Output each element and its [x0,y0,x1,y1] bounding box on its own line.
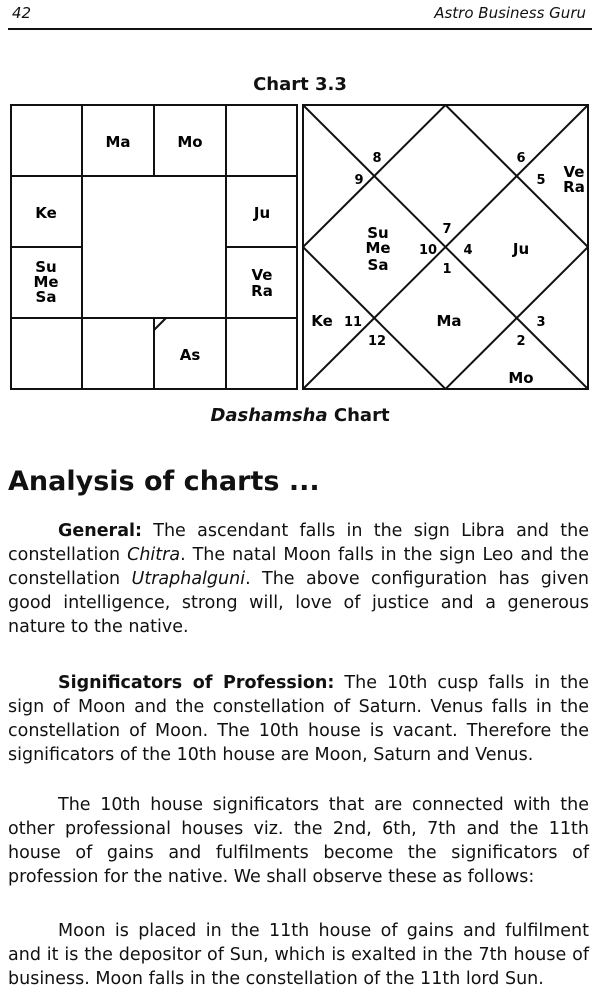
chart-caption: Dashamsha Chart [210,405,390,426]
south-cell-ma: Ma [105,133,131,151]
house-number-4: 4 [463,243,473,258]
north-planet-ke: Ke [311,312,333,330]
south-cell-su-me-sa: Su Me Sa [33,258,59,306]
north-planets-su-me-sa: Su Me Sa [365,224,391,274]
house-number-10: 10 [418,243,438,258]
house-number-7: 7 [442,222,452,237]
house-number-2: 2 [516,334,526,349]
house-number-5: 5 [536,173,546,188]
south-cell-ve-ra: Ve Ra [251,266,273,300]
north-planet-ju: Ju [512,240,530,258]
house-number-12: 12 [367,334,387,349]
north-planets-ve-ra: Ve Ra [563,163,585,196]
page-number: 42 [12,4,32,22]
paragraph-moon: Moon is placed in the 11th house of gains and fulfilment and it is the depositor of Sun, which is exalted in the 7th house of business. Moon falls in the constellation of the 11th lord Sun. [8,921,589,989]
header-rule [8,28,592,30]
paragraph-house-significators: The 10th house significators that are connected with the other professional houses viz. the 2nd, 6th, 7th and the 11th house of gains and fulfilments become the significators of profession for the native. We shall observe these as follows: [8,795,589,887]
south-indian-chart [10,104,298,390]
north-indian-chart [302,104,589,390]
chart-title: Chart 3.3 [253,74,347,95]
book-title: Astro Business Guru [434,4,586,22]
paragraph-general: General: The ascendant falls in the sign Libra and the constellation Chitra. The natal Moon falls in the sign Leo and the constellation Utraphalguni. The above configuration has given good intelligence, strong will, love of justice and a generous nature to the native. [8,521,589,637]
section-heading: Analysis of charts ... [8,466,320,497]
south-cell-ju: Ju [253,204,271,222]
north-planet-mo: Mo [508,369,534,387]
house-number-6: 6 [516,151,526,166]
south-cell-ke: Ke [35,204,57,222]
south-cell-as: As [179,346,201,364]
house-number-1: 1 [442,262,452,277]
house-number-9: 9 [354,173,364,188]
paragraph-significators: Significators of Profession: The 10th cusp falls in the sign of Moon and the constellation of Saturn. Venus falls in the constellation of Moon. The 10th house is vacant. Therefore the significators of the 10th house are Moon, Saturn and Venus. [8,673,589,765]
house-number-3: 3 [536,315,546,330]
house-number-8: 8 [372,151,382,166]
north-planet-ma: Ma [436,312,462,330]
south-cell-mo: Mo [177,133,203,151]
page-header [0,0,600,32]
house-number-11: 11 [343,315,363,330]
